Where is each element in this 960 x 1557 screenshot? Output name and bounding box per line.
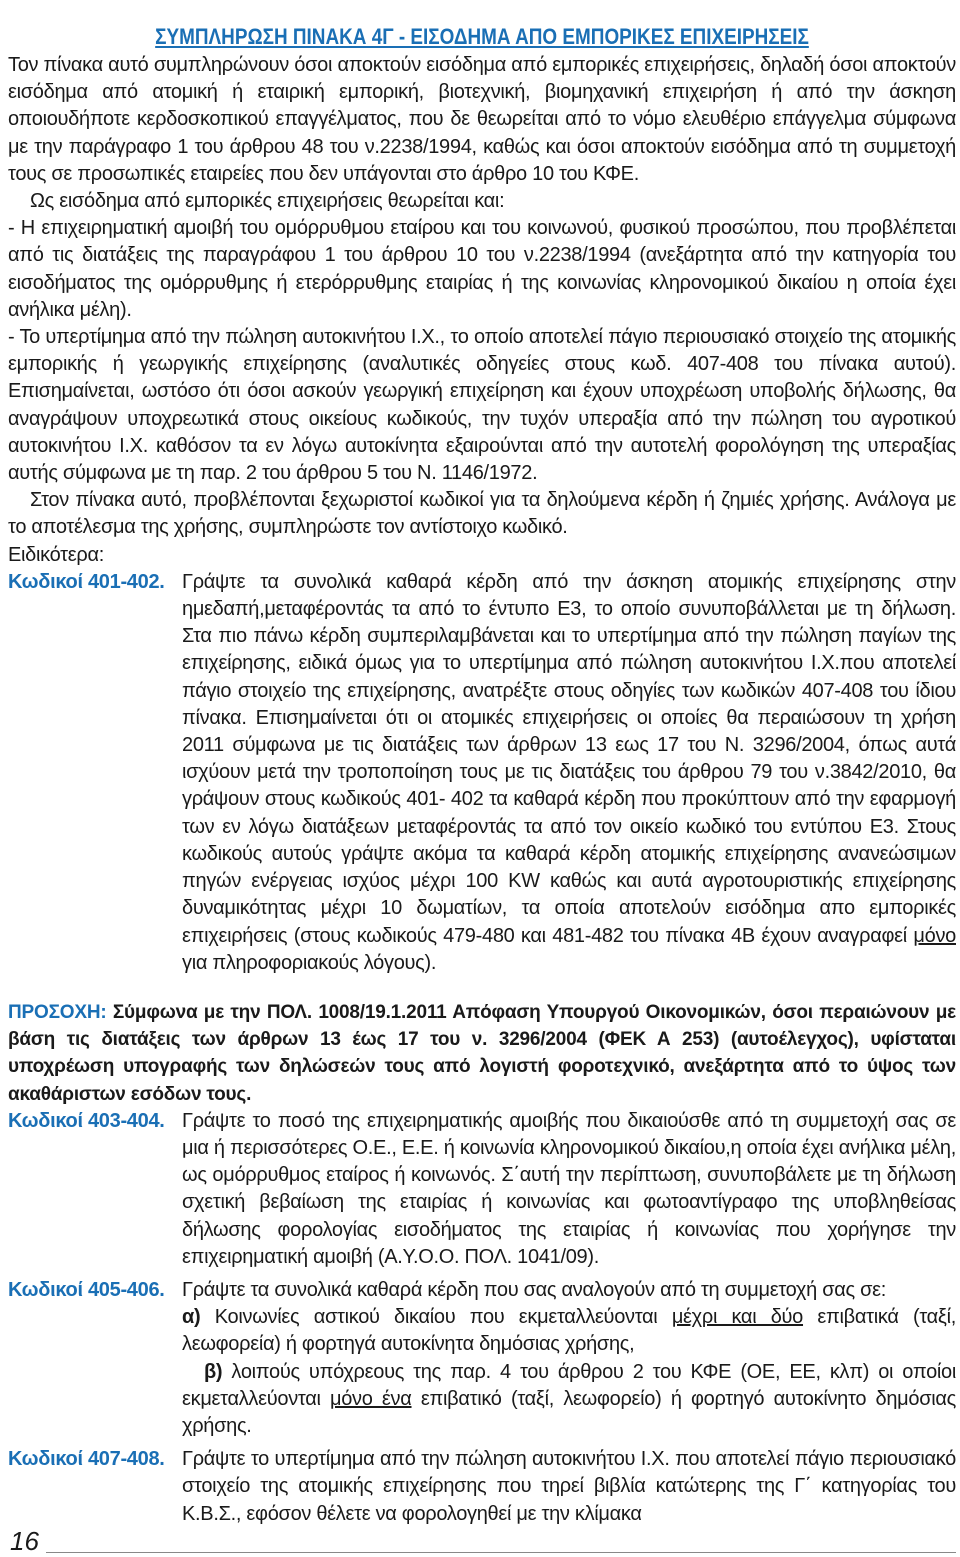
code-label: Κωδικοί 405-406.: [8, 1278, 165, 1301]
notice-text: Σύμφωνα με την ΠΟΛ. 1008/19.1.2011 Απόφαση Υπουργού Οικονομικών, όσοι περαιώνουν με βάση τις διατάξεις των άρθρων 13 έως 17 του ν. 3296/2004 (ΦΕΚ Α 253) (αυτοέλεγχος), υφίσταται υποχρέωση υπογραφής των δηλώσεών τους από λογιστή φοροτεχνικό, ανεξάρτητα από το ύψος των ακαθάριστων εσόδων τους.: [8, 1001, 956, 1105]
bullet-car-surplus: - Το υπερτίμημα από την πώληση αυτοκινήτου Ι.Χ., το οποίο αποτελεί πάγιο περιουσιακό στοιχείο της ατομικής εμπορικής ή γεωργικής επιχείρησης (αναλυτικές οδηγείες στους κωδ. 407-408 του πίνακα αυτού). Επισημαίνεται, ωστόσο ότι όσοι ασκούν γεωργική επιχείρηση και έχουν υποχρέωση υποβολής δήλωσης, θα αναγράψουν υποχρεωτικά στους οικείους κωδικούς, την τυχόν υπεραξία από την πώληση του αγροτικού αυτοκινήτου Ι.Χ. καθόσον τα εν λόγω αυτοκίνητα εξαιρούνται από την αυτοτελή φορολόγηση της υπεραξίας αυτής σύμφωνα με τη παρ. 2 του άρθρου 5 του Ν. 1146/1972.: [8, 326, 956, 485]
code-label: Κωδικοί 407-408.: [8, 1448, 165, 1471]
code-407-408-section: [8, 1446, 956, 1528]
code-403-404-section: [8, 1108, 956, 1271]
footer-rule: [46, 1552, 956, 1553]
document-page: [8, 22, 956, 1528]
intro-paragraph: Τον πίνακα αυτό συμπληρώνουν όσοι αποκτούν εισόδημα από εμπορικές επιχειρήσεις, δηλαδή όσοι αποκτούν εισόδημα από ατομική ή εταιρική εμπορική, βιοτεχνική, βιομηχανική επιχειρήση ή από την άσκηση οποιουδήποτε κερδοσκοπικού επαγγέλματος, που δε θεωρείται από το νόμο ελευθέριο επάγγελμα σύμφωνα με την παράγραφο 1 του άρθρου 48 του ν.2238/1994, καθώς και όσοι αποκτούν εισόδημα από τη συμμετοχή τους σε προσωπικές εταιρείες που δεν υπάγονται στο άρθρο 10 του ΚΦΕ.: [8, 54, 956, 185]
bullet-business-fee: - Η επιχειρηματική αμοιβή του ομόρρυθμου εταίρου και του κοινωνού, φυσικού προσώπου, που προβλέπεται από τις διατάξεις της παραγράφου 1 του άρθρου 10 του ν.2238/1994 (ανεξάρτητα από την κατηγορία του εισοδήματος της ομόρρυθμης ή ετερόρρυθμης εταιρίας ή της κοινωνίας κληρονομικού δικαίου η οποία έχει ανήλικα μέλη).: [8, 217, 956, 321]
item-a: α) Κοινωνίες αστικού δικαίου που εκμεταλλεύονται μέχρι και δύο επιβατικά (ταξί, λεωφορεία) ή φορτηγά αυτοκίνητα δημόσιας χρήσης,: [182, 1306, 956, 1356]
underlined-only: μόνο: [913, 924, 956, 947]
page-title: ΣΥΜΠΛΗΡΩΣΗ ΠΙΝΑΚΑ 4Γ - ΕΙΣΟΔΗΜΑ ΑΠΟ ΕΜΠΟΡΙΚΕΣ ΕΠΙΧΕΙΡΗΣΕΙΣ: [155, 24, 809, 49]
code-407-408-text: Γράψτε το υπερτίμημα από την πώληση αυτοκινήτου Ι.Χ. που αποτελεί πάγιο περιουσιακό στοιχείο της ατομικής επιχείρησης που τηρεί βιβλία κατώτερης της Γ΄ κατηγορίας του Κ.Β.Σ., εφόσον θέλετε να φορολογηθεί με την κλίμακα: [182, 1448, 956, 1525]
item-b: β) λοιπούς υπόχρεους της παρ. 4 του άρθρου 2 του ΚΦΕ (ΟΕ, ΕΕ, κλπ) οι οποίοι εκμεταλλεύονται μόνο ένα επιβατικό (ταξί, λεωφορείο) ή φορτηγό αυτοκίνητο δημόσιας χρήσης.: [182, 1360, 956, 1437]
notice-lead: ΠΡΟΣΟΧΗ:: [8, 1001, 107, 1023]
income-heading: Ως εισόδημα από εμπορικές επιχειρήσεις θεωρείται και:: [30, 190, 505, 213]
notice-paragraph: [8, 999, 956, 1108]
code-label: Κωδικοί 403-404.: [8, 1109, 165, 1132]
code-401-402-section: [8, 569, 956, 977]
separate-codes-paragraph: Στον πίνακα αυτό, προβλέπονται ξεχωριστοί κωδικοί για τα δηλούμενα κέρδη ή ζημιές χρήσης. Ανάλογα με το αποτέλεσμα της χρήσης, συμπληρώστε τον αντίστοιχο κωδικό.: [8, 489, 956, 539]
code-label: Κωδικοί 401-402.: [8, 570, 165, 593]
specifically-label: Ειδικότερα:: [8, 543, 104, 566]
code-405-406-section: [8, 1277, 956, 1440]
page-number: 16: [10, 1526, 39, 1556]
code-405-406-text: Γράψτε τα συνολικά καθαρά κέρδη που σας αναλογούν από τη συμμετοχή σας σε:: [182, 1278, 887, 1301]
code-401-402-text: Γράψτε τα συνολικά καθαρά κέρδη από την άσκηση ατομικής επιχείρησης στην ημεδαπή,μεταφέροντάς τα από το έντυπο Ε3, το οποίο συνυποβάλλεται με τη δήλωση. Στα πιο πάνω κέρδη συμπεριλαμβάνεται και το υπερτίμημα από την πώληση παγίων της επιχείρησης, ειδικά όμως για το υπερτίμημα από πώληση αυτοκινήτου Ι.Χ.που αποτελεί πάγιο στοιχείο της επιχείρησης, ανατρέξτε στους οδηγίες των κωδικών 407-408 του ίδιου πίνακα. Επισημαίνεται ότι οι ατομικές επιχειρήσεις οι οποίες θα περαιώσουν τη χρήση 2011 σύμφωνα με τις διατάξεις των άρθρων 13 εως 17 του Ν. 3296/2004, όπως αυτά ισχύουν μετά την τροποποίηση τους με τις διατάξεις του άρθρου 79 του ν.3842/2010, θα γράψουν στους κωδικούς 401- 402 τα καθαρά κέρδη που προκύπτουν από την εφαρμογή των εν λόγω διατάξεων μεταφέροντάς τα από τον οικείο κωδικό του εντύπου Ε3. Στους κωδικούς αυτούς γράψτε ακόμα τα καθαρά κέρδη ατομικής επιχείρησης ανανεώσιμων πηγών ενέργειας ισχύος μέχρι 100 KW καθώς και αυτά αγροτουριστικής επιχείρησης δυναμικότητας μέχρι 10 δωματίων, τα οποία αποτελούν εισόδημα απο εμπορικές επιχειρήσεις (στους κωδικούς 479-480 και 481-482 του πίνακα 4Β έχουν αναγραφεί μόνο για πληροφοριακούς λόγους).: [182, 570, 956, 974]
code-403-404-text: Γράψτε το ποσό της επιχειρηματικής αμοιβής που δικαιούσθε από τη συμμετοχή σας σε μια ή περισσότερες Ο.Ε., Ε.Ε. ή κοινωνία κληρονομικού δικαίου,η οποία έχει ανήλικα μέλη, ως ομόρρυθμος εταίρος ή κοινωνός. Σ΄αυτή την περίπτωση, συνυποβάλετε με τη δήλωση σχετική βεβαίωση της εταιρίας ή κοινωνίας και φωτοαντίγραφο της υποβληθείσας δήλωσης φορολογίας εισοδήματος της εταιρίας ή κοινωνίας που χορήγησε την επιχειρηματική αμοιβή (Α.Υ.Ο.Ο. ΠΟΛ. 1041/09).: [182, 1109, 956, 1268]
